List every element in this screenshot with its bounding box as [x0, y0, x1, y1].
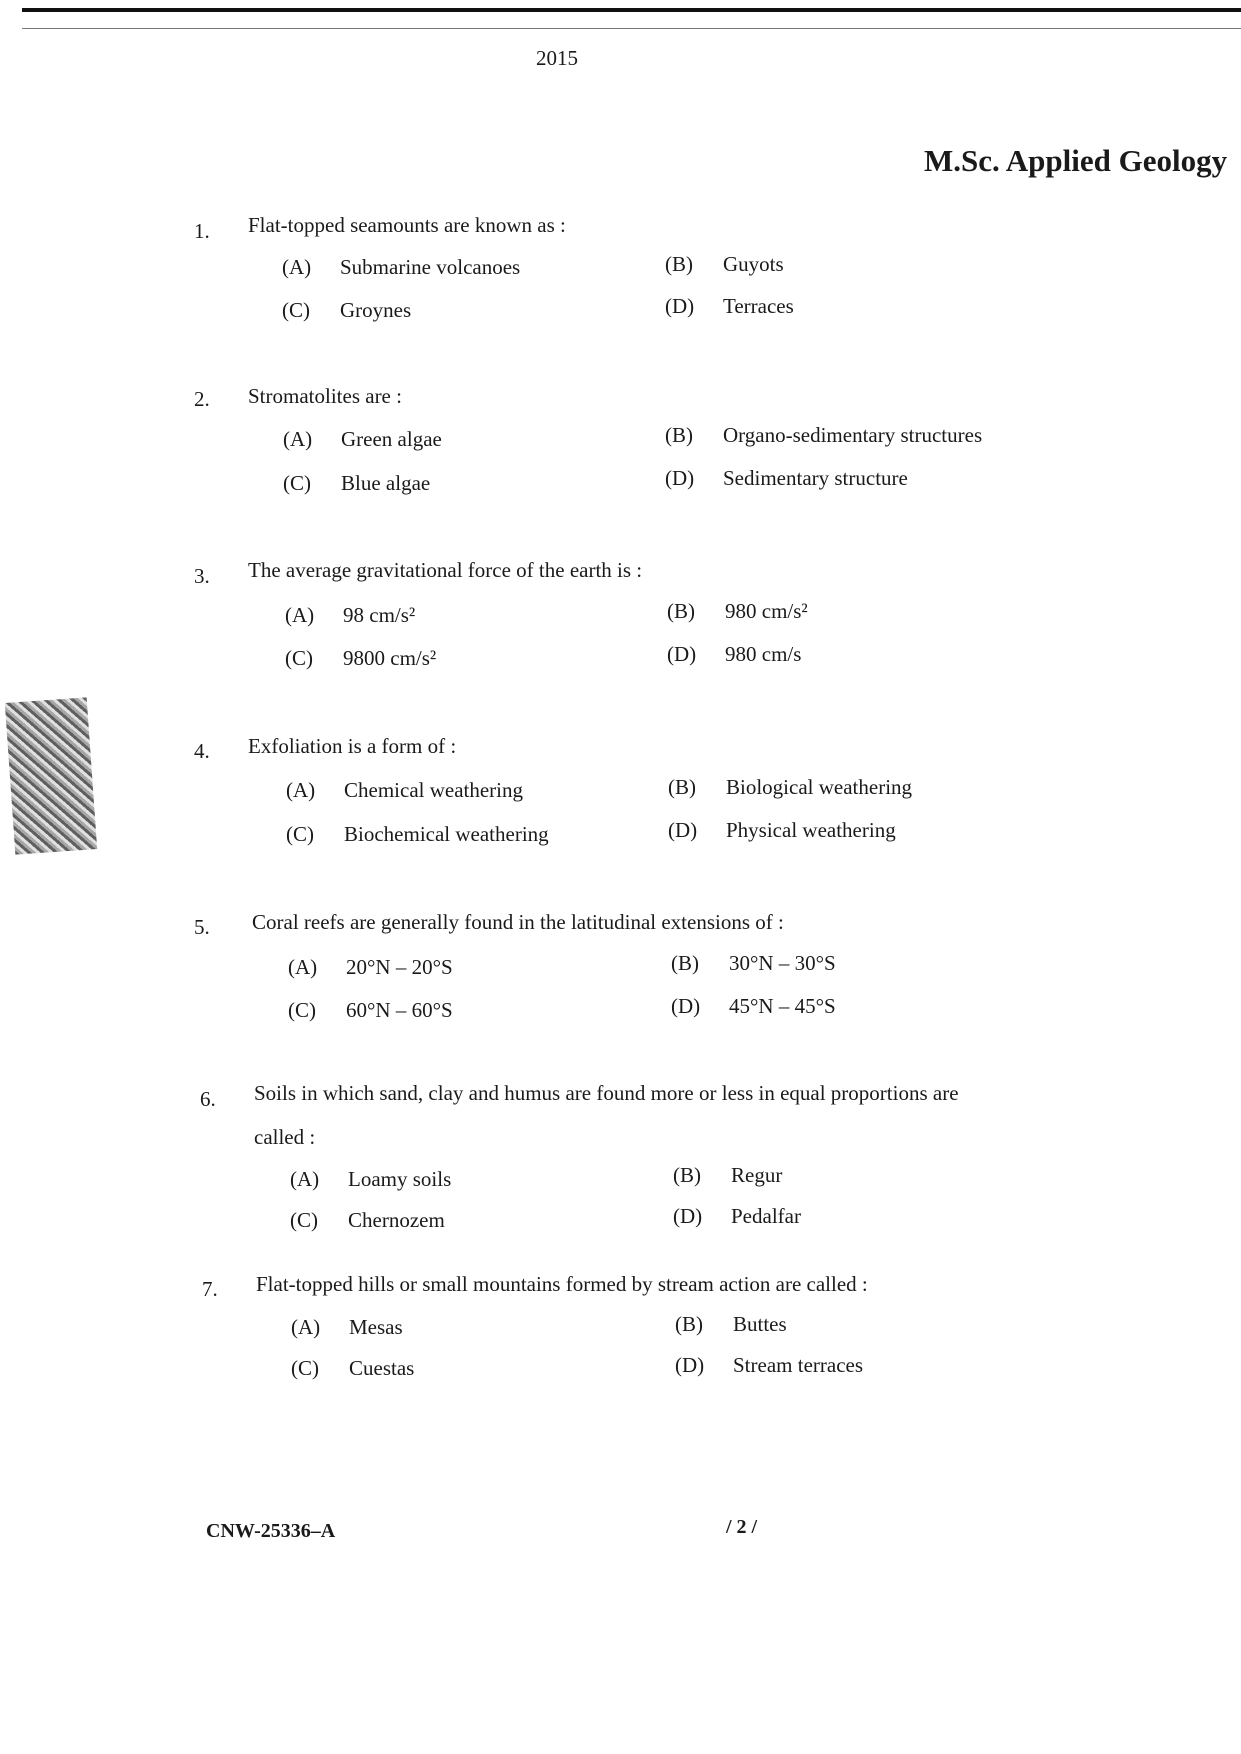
option-text: Chernozem [348, 1208, 445, 1232]
question-text-continued: called : [254, 1125, 316, 1149]
option-text: Terraces [723, 294, 794, 318]
option-text: Submarine volcanoes [340, 255, 521, 279]
question-1 [0, 213, 1241, 322]
option-a [283, 427, 442, 452]
option-b [665, 252, 784, 277]
option-letter: (B) [665, 423, 693, 447]
option-text: 45°N – 45°S [729, 994, 836, 1018]
option-letter: (C) [283, 471, 311, 495]
question-number: 4. [194, 739, 210, 763]
option-a [282, 255, 520, 280]
option-text: Blue algae [341, 471, 431, 495]
option-c [290, 1208, 445, 1233]
option-text: 60°N – 60°S [346, 998, 453, 1022]
option-text: Biochemical weathering [344, 822, 549, 846]
option-b [665, 423, 982, 448]
option-text: Buttes [733, 1312, 787, 1336]
option-letter: (A) [283, 427, 313, 451]
option-letter: (D) [671, 994, 701, 1018]
option-letter: (C) [282, 298, 310, 322]
option-a [285, 603, 415, 628]
option-text: Biological weathering [726, 775, 913, 799]
question-text: Flat-topped seamounts are known as : [248, 213, 566, 237]
option-d [671, 994, 836, 1019]
option-d [675, 1353, 863, 1378]
question-text: Exfoliation is a form of : [248, 734, 457, 758]
option-letter: (A) [286, 778, 316, 802]
option-text: Loamy soils [348, 1167, 452, 1191]
binding-stamp-mark [5, 697, 97, 854]
option-letter: (C) [288, 998, 316, 1022]
option-c [282, 298, 411, 323]
question-5 [0, 910, 1241, 1022]
question-number: 2. [194, 387, 210, 411]
option-letter: (A) [285, 603, 315, 627]
page-title: M.Sc. Applied Geology [924, 143, 1228, 178]
option-letter: (B) [668, 775, 696, 799]
question-text: Stromatolites are : [248, 384, 402, 408]
option-letter: (A) [290, 1167, 320, 1191]
option-d [665, 294, 794, 319]
option-b [667, 599, 808, 624]
option-text: Stream terraces [733, 1353, 864, 1377]
option-text: Sedimentary structure [723, 466, 908, 490]
option-text: 98 cm/s² [343, 603, 416, 627]
option-letter: (D) [665, 294, 695, 318]
question-text: Flat-topped hills or small mountains formed by stream action are called : [256, 1272, 868, 1296]
option-letter: (C) [290, 1208, 318, 1232]
question-6 [0, 1081, 1241, 1232]
question-number: 6. [200, 1087, 216, 1111]
option-text: Chemical weathering [344, 778, 524, 802]
question-number: 5. [194, 915, 210, 939]
option-c [283, 471, 430, 496]
option-text: 9800 cm/s² [343, 646, 437, 670]
option-text: 30°N – 30°S [729, 951, 836, 975]
question-text: Soils in which sand, clay and humus are found more or less in equal proportions are [254, 1081, 959, 1105]
option-letter: (B) [673, 1163, 701, 1187]
question-number: 7. [202, 1277, 218, 1301]
exam-year: 2015 [536, 46, 578, 70]
option-b [675, 1312, 787, 1337]
option-letter: (A) [282, 255, 312, 279]
question-text: The average gravitational force of the earth is : [248, 558, 643, 582]
option-letter: (B) [675, 1312, 703, 1336]
option-text: Mesas [349, 1315, 403, 1339]
option-letter: (B) [671, 951, 699, 975]
option-text: 20°N – 20°S [346, 955, 453, 979]
option-text: 980 cm/s [725, 642, 802, 666]
question-number: 3. [194, 564, 210, 588]
option-text: Pedalfar [731, 1204, 801, 1228]
top-rule [22, 8, 1241, 12]
question-7 [0, 1272, 1241, 1380]
option-text: Guyots [723, 252, 784, 276]
option-a [291, 1315, 403, 1340]
option-a [286, 778, 523, 803]
option-b [671, 951, 836, 976]
option-letter: (A) [291, 1315, 321, 1339]
option-b [668, 775, 912, 800]
option-d [668, 818, 896, 843]
option-d [665, 466, 908, 491]
option-c [288, 998, 453, 1023]
page-number: / 2 / [726, 1516, 758, 1538]
option-letter: (B) [667, 599, 695, 623]
option-letter: (D) [675, 1353, 705, 1377]
option-a [290, 1167, 451, 1192]
option-letter: (A) [288, 955, 318, 979]
option-text: Green algae [341, 427, 442, 451]
option-text: Groynes [340, 298, 412, 322]
option-letter: (C) [286, 822, 314, 846]
option-text: Organo-sedimentary structures [723, 423, 983, 447]
option-b [673, 1163, 782, 1188]
option-letter: (B) [665, 252, 693, 276]
option-c [285, 646, 436, 671]
question-4 [0, 734, 1241, 846]
option-d [673, 1204, 801, 1229]
option-letter: (C) [285, 646, 313, 670]
option-a [288, 955, 453, 980]
question-text: Coral reefs are generally found in the latitudinal extensions of : [252, 910, 784, 934]
option-letter: (D) [667, 642, 697, 666]
option-letter: (D) [665, 466, 695, 490]
paper-code: CNW-25336–A [206, 1520, 336, 1542]
question-3 [0, 558, 1241, 670]
option-letter: (D) [673, 1204, 703, 1228]
option-text: Physical weathering [726, 818, 896, 842]
option-text: 980 cm/s² [725, 599, 808, 623]
option-d [667, 642, 801, 667]
option-c [291, 1356, 414, 1381]
top-rule-thin [22, 28, 1241, 29]
option-text: Regur [731, 1163, 783, 1187]
option-text: Cuestas [349, 1356, 415, 1380]
question-2 [0, 384, 1241, 495]
question-number: 1. [194, 219, 210, 243]
option-letter: (D) [668, 818, 698, 842]
option-c [286, 822, 549, 847]
option-letter: (C) [291, 1356, 319, 1380]
